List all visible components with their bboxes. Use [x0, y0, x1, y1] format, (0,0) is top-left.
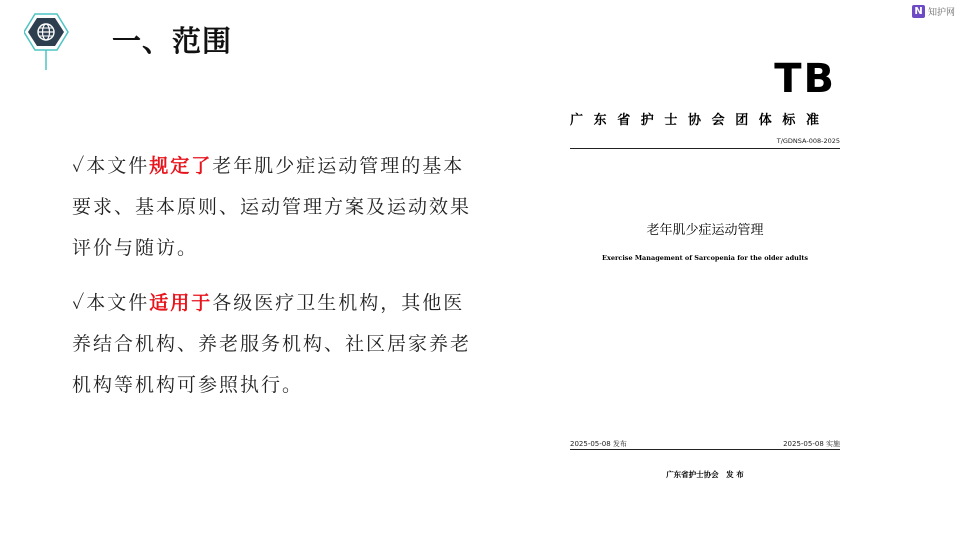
issuer: 广东省护士协会 发 布 [666, 470, 744, 479]
paragraph-text: 本文件 [86, 292, 150, 314]
divider [570, 148, 840, 149]
scope-paragraph-2 [72, 283, 480, 406]
publish-date: 2025-05-08 发布 [570, 440, 627, 448]
check-icon: ✓ [72, 155, 87, 177]
paragraph-text: 老年肌少症运动管理的基本要求、基本原则、运动管理方案及运动效果评价与随访。 [72, 155, 472, 259]
page-title: 一、范围 [112, 24, 233, 58]
implement-date: 2025-05-08 实施 [783, 440, 840, 448]
globe-icon [24, 12, 70, 70]
scope-paragraph-1 [72, 146, 480, 269]
highlight-text: 规定了 [149, 155, 213, 177]
standard-category: TB [774, 56, 836, 102]
highlight-text: 适用于 [149, 292, 213, 314]
logo-text: 知护网 [928, 8, 956, 18]
organization-name: 广东省护士协会团体标准 [570, 113, 830, 128]
paragraph-text: 各级医疗卫生机构，其他医养结合机构、养老服务机构、社区居家养老机构等机构可参照执行。 [72, 292, 472, 396]
standard-title: 老年肌少症运动管理 [646, 223, 764, 238]
paragraph-text: 本文件 [86, 155, 150, 177]
standard-code: T/GDNSA-008-2025 [776, 137, 840, 145]
logo-mark: N [912, 5, 925, 18]
standard-title-en: Exercise Management of Sarcopenia for the older adults [601, 254, 808, 262]
standard-document-cover [560, 50, 850, 490]
divider [570, 449, 840, 450]
watermark-logo [912, 5, 955, 18]
check-icon: ✓ [72, 292, 87, 314]
